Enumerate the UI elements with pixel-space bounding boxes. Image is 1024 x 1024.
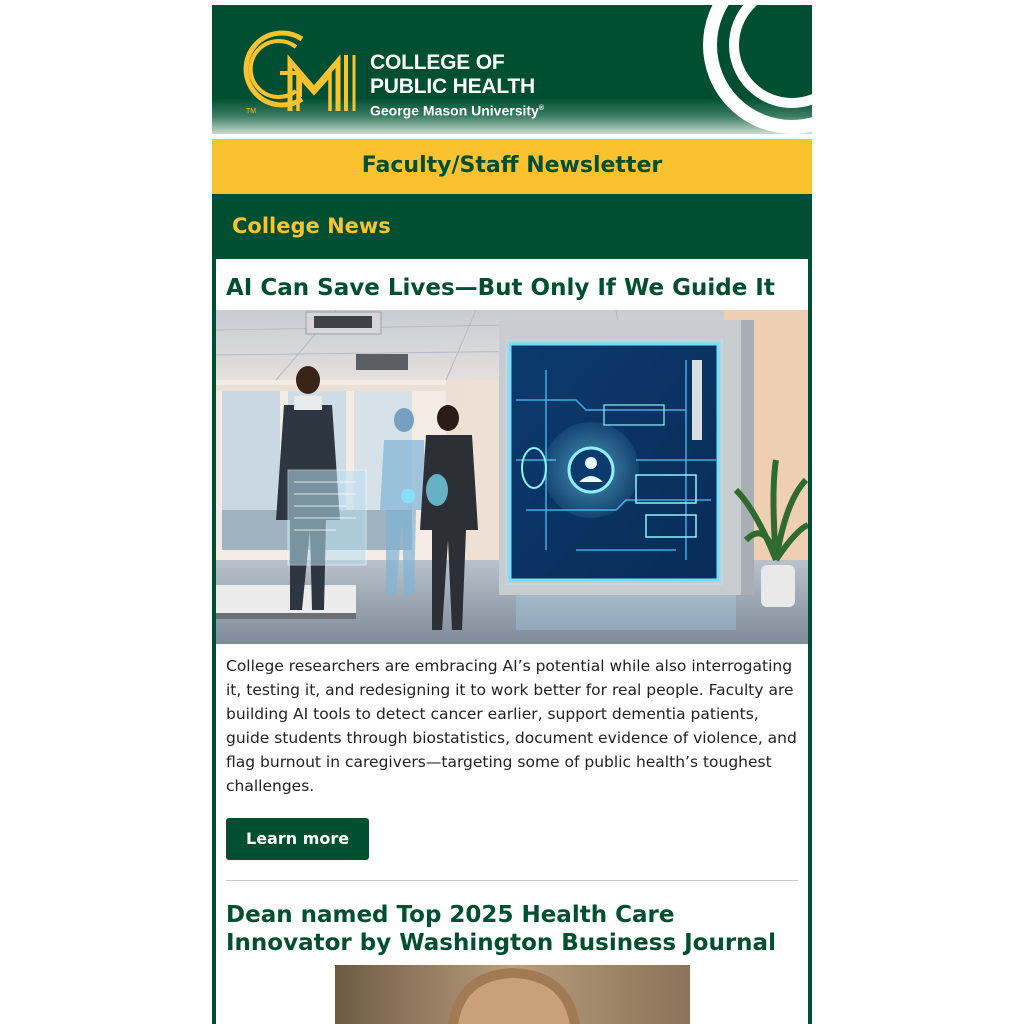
learn-more-button[interactable]: Learn more	[226, 818, 369, 860]
article-title[interactable]: AI Can Save Lives—But Only If We Guide It	[226, 275, 775, 301]
logo-tm: TM	[246, 108, 257, 115]
section-header	[212, 194, 812, 259]
article-list	[212, 259, 812, 1024]
decorative-rings-icon	[692, 5, 812, 134]
newsletter-banner	[212, 139, 812, 194]
ai-hospital-illustration[interactable]	[216, 310, 808, 644]
article-title[interactable]: Dean named Top 2025 Health Care Innovator by Washington Business Journal	[226, 902, 776, 956]
header-banner	[212, 5, 812, 134]
logo-wordmark	[370, 51, 544, 120]
gm-logo-icon	[240, 21, 360, 117]
dean-portrait-photo[interactable]	[335, 965, 690, 1024]
newsletter-email	[212, 5, 812, 1024]
newsletter-title: Faculty/Staff Newsletter	[361, 153, 663, 178]
article-summary: College researchers are embracing AI’s potential while also interrogating it, testing it, and redesigning it to work better for real people. Faculty are building AI tools to detect cancer earlier, support dementia patients, guide students through biostatistics, document evidence of violence, and flag burnout in caregivers—targeting some of public health’s toughest challenges.	[226, 657, 797, 795]
logo-college-of: COLLEGE OF	[370, 51, 505, 74]
registered-mark: ®	[538, 105, 544, 112]
section-title: College News	[232, 213, 391, 238]
logo-public-health: PUBLIC HEALTH	[370, 75, 536, 98]
logo-university	[370, 100, 544, 120]
logo-university-name: George Mason University	[370, 102, 539, 119]
